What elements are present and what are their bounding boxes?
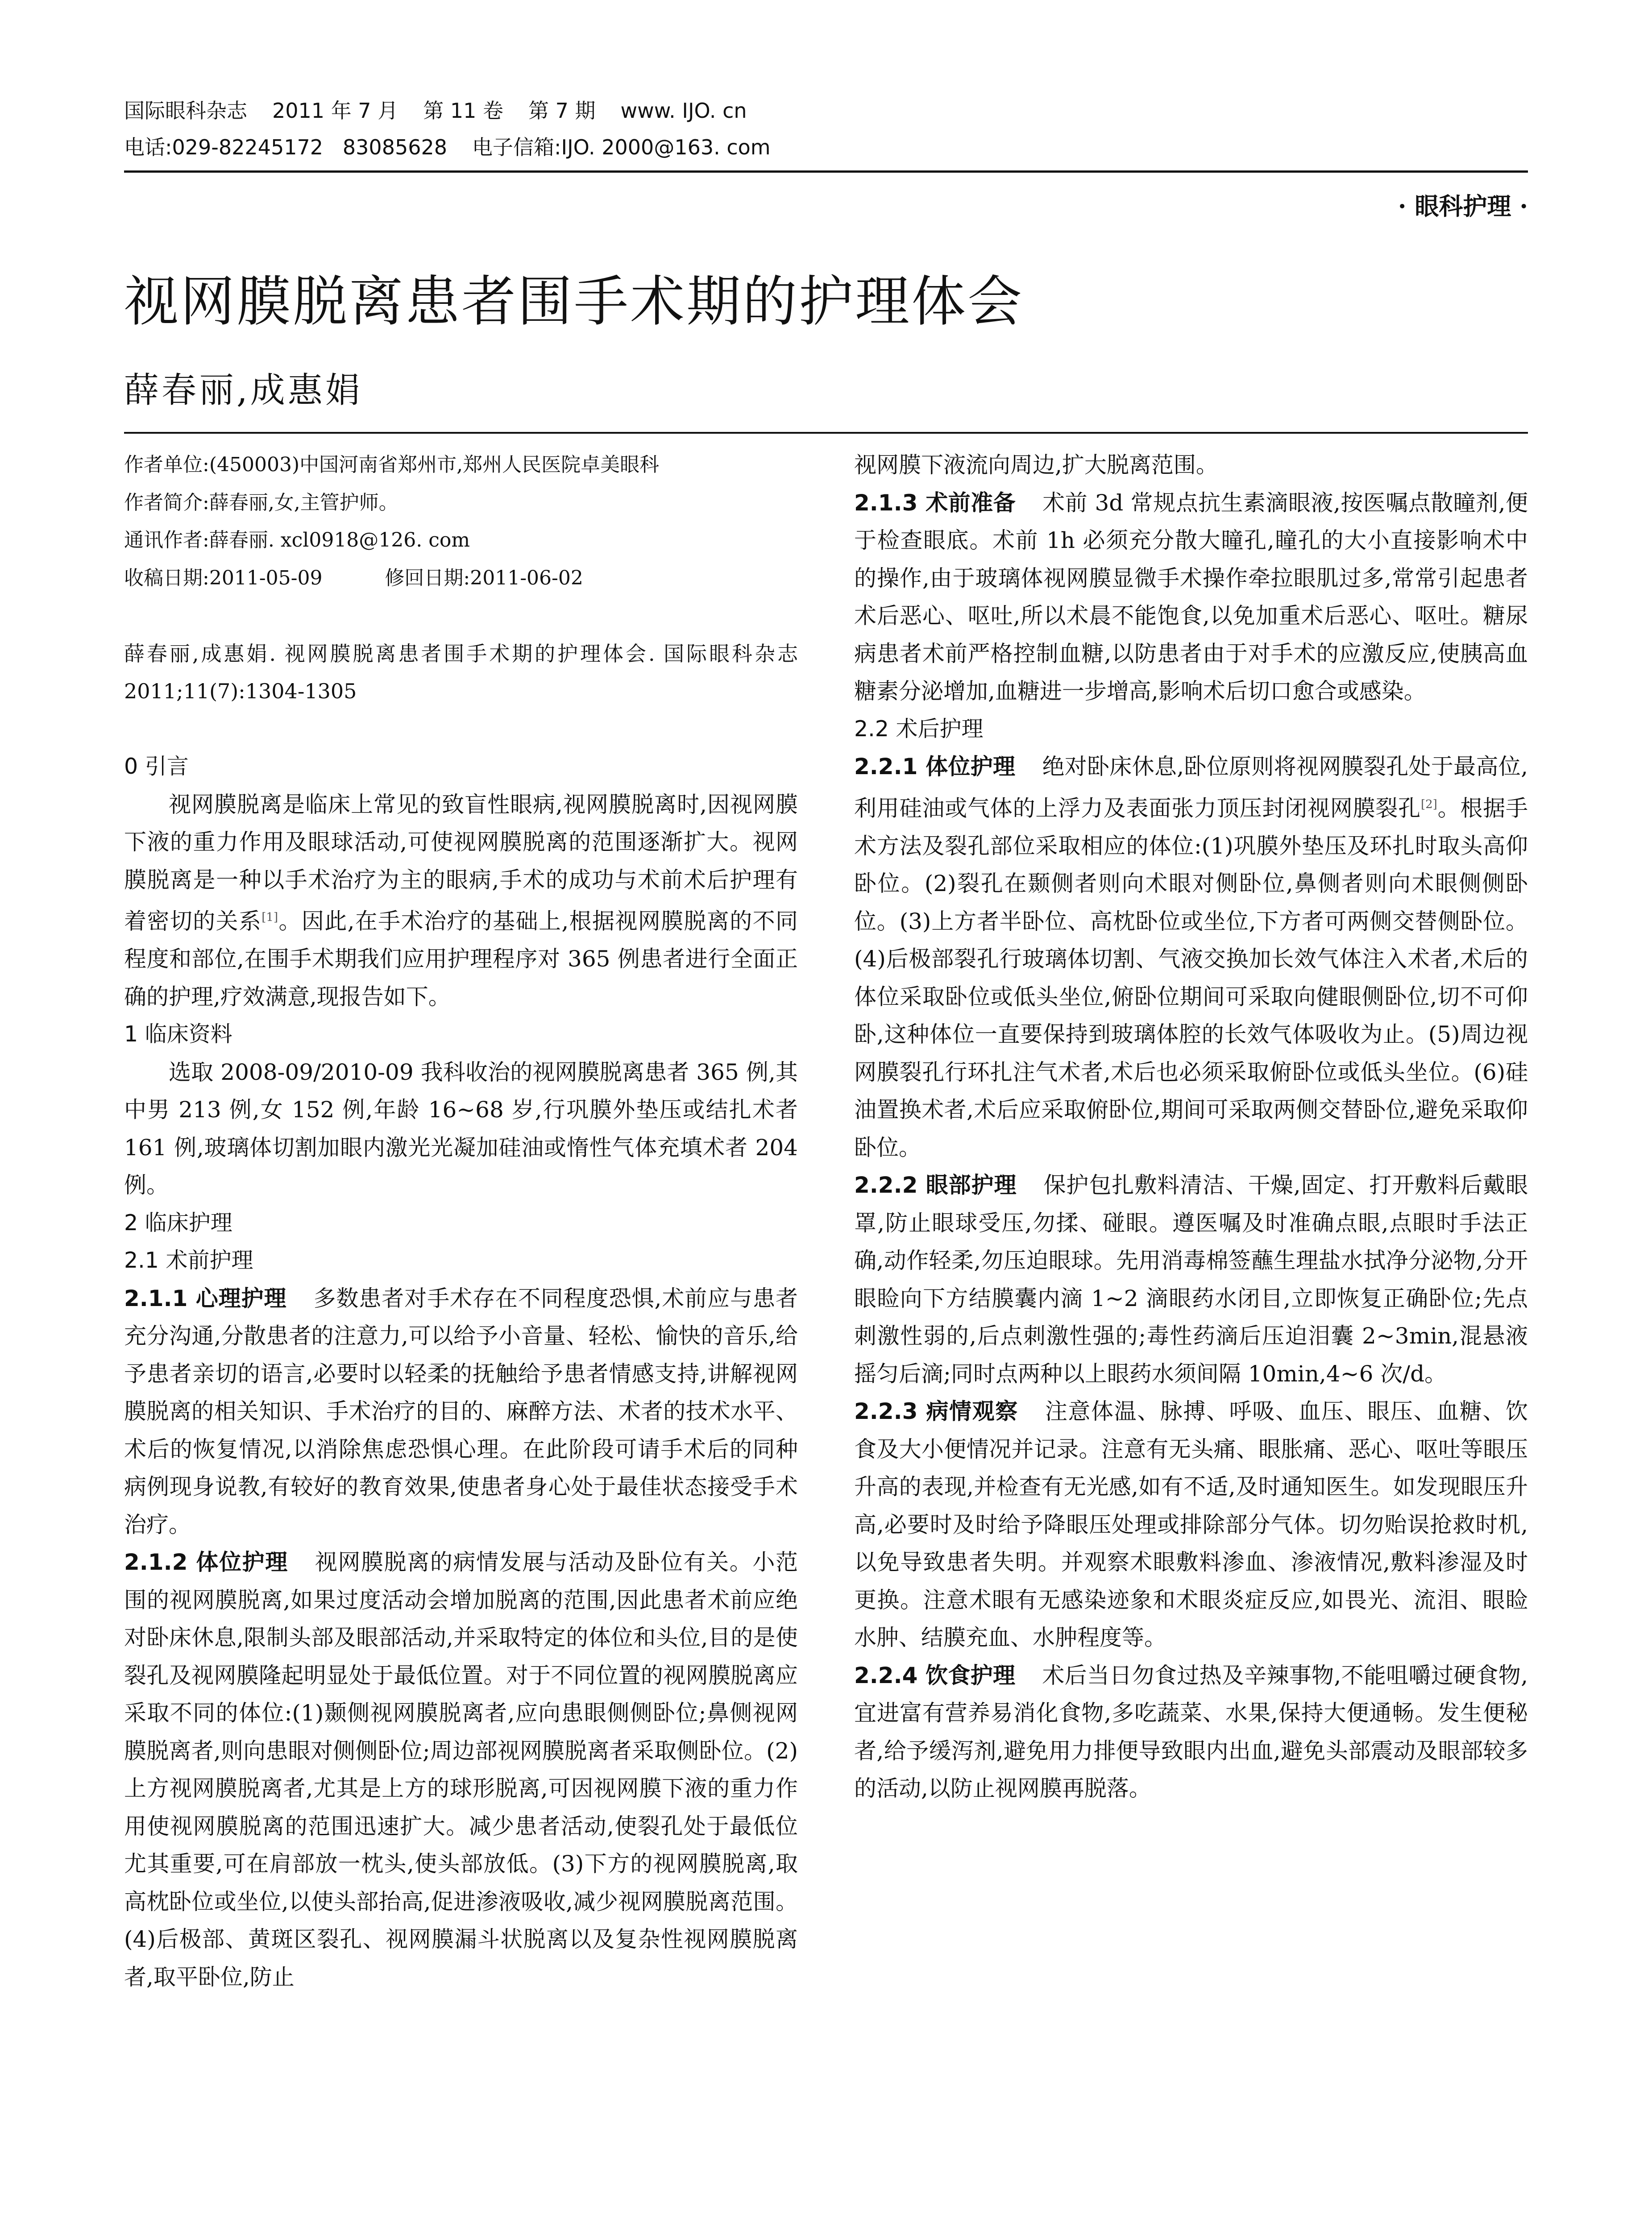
title-rule	[124, 432, 1528, 434]
left-column	[124, 446, 798, 1996]
text-2-1-3: 术前 3d 常规点抗生素滴眼液,按医嘱点散瞳剂,便于检查眼底。术前 1h 必须充分散大瞳孔,瞳孔的大小直接影响术中的操作,由于玻璃体视网膜显微手术操作牵拉眼肌过多,常常引起患者术后恶心、呕吐,所以术晨不能饱食,以免加重术后恶心、呕吐。糖尿病患者术前严格控制血糖,以防患者由于对手术的应激反应,使胰高血糖素分泌增加,血糖进一步增高,影响术后切口愈合或感染。	[854, 489, 1528, 704]
correspondence: 通讯作者:薛春丽. xcl0918@126. com	[124, 529, 470, 552]
header-rule	[124, 170, 1528, 173]
paragraph-2-2-4	[854, 1657, 1528, 1808]
subheading-2-2-3: 2.2.3 病情观察	[854, 1398, 1018, 1425]
subheading-2-1-1: 2.1.1 心理护理	[124, 1285, 287, 1311]
paragraph-2-1-3	[854, 484, 1528, 710]
subheading-2-1-2: 2.1.2 体位护理	[124, 1549, 288, 1576]
paragraph-2-2-1	[854, 748, 1528, 1166]
text-2-2-1-cont: 。根据手术方法及裂孔部位采取相应的体位:(1)巩膜外垫压及环扎时取头高仰卧位。(2)裂孔在颞侧者则向术眼对侧卧位,鼻侧者则向术眼侧侧卧位。(3)上方者半卧位、高枕卧位或坐位,下方者可两侧交替侧卧位。(4)后极部裂孔行玻璃体切割、气液交换加长效气体注入术者,术后的体位采取卧位或低头坐位,俯卧位期间可采取向健眼侧卧位,切不可仰卧,这种体位一直要保持到玻璃体腔的长效气体吸收为止。(5)周边视网膜裂孔行环扎注气术者,术后也必须采取俯卧位或低头坐位。(6)硅油置换术者,术后应采取俯卧位,期间可采取两侧交替卧位,避免采取仰卧位。	[854, 795, 1528, 1161]
dates-line	[124, 560, 798, 597]
subheading-2-2-2: 2.2.2 眼部护理	[854, 1172, 1017, 1198]
journal-name: 国际眼科杂志	[124, 99, 247, 123]
paragraph-2-2-3	[854, 1393, 1528, 1657]
subheading-2-1-3: 2.1.3 术前准备	[854, 489, 1016, 516]
section-heading-2-2: 2.2 术后护理	[854, 716, 984, 742]
spacer	[124, 710, 798, 748]
section-heading-1: 1 临床资料	[124, 1021, 232, 1047]
section-heading-2-1: 2.1 术前护理	[124, 1248, 253, 1273]
section-tag: · 眼科护理 ·	[1398, 192, 1528, 220]
article-title: 视网膜脱离患者围手术期的护理体会	[124, 270, 1024, 333]
citation: 薛春丽,成惠娟. 视网膜脱离患者围手术期的护理体会. 国际眼科杂志 2011;11(7):1304-1305	[124, 641, 798, 703]
article-authors: 薛春丽,成惠娟	[124, 370, 363, 411]
section-heading-2: 2 临床护理	[124, 1210, 232, 1236]
paragraph-2-1-1	[124, 1280, 798, 1544]
journal-email: 电子信箱:IJO. 2000@163. com	[472, 135, 771, 159]
subheading-2-2-4: 2.2.4 饮食护理	[854, 1662, 1016, 1688]
intro-paragraph	[124, 786, 798, 1016]
continued-text: 视网膜下液流向周边,扩大脱离范围。	[854, 452, 1218, 478]
issue-date: 2011 年 7 月	[272, 99, 398, 123]
text-2-2-1: 绝对卧床休息,卧位原则将视网膜裂孔处于最高位,利用硅油或气体的上浮力及表面张力顶压封闭视网膜裂孔	[854, 754, 1528, 821]
paragraph-2-1-2	[124, 1543, 798, 1996]
paragraph-2-2-2	[854, 1166, 1528, 1393]
reference-1: [1]	[261, 911, 278, 924]
revised-date: 修回日期:2011-06-02	[385, 566, 583, 589]
journal-header-line-2	[124, 134, 796, 161]
journal-phone: 电话:029-82245172 83085628	[124, 135, 448, 159]
author-bio: 作者简介:薛春丽,女,主管护师。	[124, 491, 398, 514]
text-2-1-2: 视网膜脱离的病情发展与活动及卧位有关。小范围的视网膜脱离,如果过度活动会增加脱离的范围,因此患者术前应绝对卧床休息,限制头部及眼部活动,并采取特定的体位和头位,目的是使裂孔及视网膜隆起明显处于最低位置。对于不同位置的视网膜脱离应采取不同的体位:(1)颞侧视网膜脱离者,应向患眼侧侧卧位;鼻侧视网膜脱离者,则向患眼对侧侧卧位;周边部视网膜脱离者采取侧卧位。(2)上方视网膜脱离者,尤其是上方的球形脱离,可因视网膜下液的重力作用使视网膜脱离的范围迅速扩大。减少患者活动,使裂孔处于最低位尤其重要,可在肩部放一枕头,使头部放低。(3)下方的视网膜脱离,取高枕卧位或坐位,以使头部抬高,促进渗液吸收,减少视网膜脱离范围。(4)后极部、黄斑区裂孔、视网膜漏斗状脱离以及复杂性视网膜脱离者,取平卧位,防止	[124, 1549, 798, 1990]
volume: 第 11 卷	[423, 99, 503, 123]
text-2-2-3: 注意体温、脉搏、呼吸、血压、眼压、血糖、饮食及大小便情况并记录。注意有无头痛、眼胀痛、恶心、呕吐等眼压升高的表现,并检查有无光感,如有不适,及时通知医生。如发现眼压升高,必要时及时给予降眼压处理或排除部分气体。切勿贻误抢救时机,以免导致患者失明。并观察术眼敷料渗血、渗液情况,敷料渗湿及时更换。注意术眼有无感染迹象和术眼炎症反应,如畏光、流泪、眼睑水肿、结膜充血、水肿程度等。	[854, 1398, 1528, 1651]
text-2-1-1: 多数患者对手术存在不同程度恐惧,术前应与患者充分沟通,分散患者的注意力,可以给予小音量、轻松、愉快的音乐,给予患者亲切的语言,必要时以轻柔的抚触给予患者情感支持,讲解视网膜脱离的相关知识、手术治疗的目的、麻醉方法、术者的技术水平、术后的恢复情况,以消除焦虑恐惧心理。在此阶段可请手术后的同种病例现身说教,有较好的教育效果,使患者身心处于最佳状态接受手术治疗。	[124, 1285, 798, 1538]
journal-header-line-1	[124, 97, 772, 124]
journal-website: www. IJO. cn	[620, 99, 747, 123]
intro-text-end: 。因此,在手术治疗的基础上,根据视网膜脱离的不同程度和部位,在围手术期我们应用护理程序对 365 例患者进行全面正确的护理,疗效满意,现报告如下。	[124, 908, 798, 1010]
author-affiliation: 作者单位:(450003)中国河南省郑州市,郑州人民医院卓美眼科	[124, 453, 660, 476]
intro-text: 视网膜脱离是临床上常见的致盲性眼病,视网膜脱离时,因视网膜下液的重力作用及眼球活动,可使视网膜脱离的范围逐渐扩大。视网膜脱离是一种以手术治疗为主的眼病,手术的成功与术前术后护理有着密切的关系	[124, 791, 798, 934]
section-heading-0: 0 引言	[124, 754, 189, 779]
clinical-data-paragraph: 选取 2008-09/2010-09 我科收治的视网膜脱离患者 365 例,其中男 213 例,女 152 例,年龄 16~68 岁,行巩膜外垫压或结扎术者 161 例,玻璃体切割加眼内激光光凝加硅油或惰性气体充填术者 204 例。	[124, 1059, 798, 1198]
text-2-2-4: 术后当日勿食过热及辛辣事物,不能咀嚼过硬食物,宜进富有营养易消化食物,多吃蔬菜、水果,保持大便通畅。发生便秘者,给予缓泻剂,避免用力排便导致眼内出血,避免头部震动及眼部较多的活动,以防止视网膜再脱落。	[854, 1662, 1528, 1802]
subheading-2-2-1: 2.2.1 体位护理	[854, 754, 1016, 780]
text-2-2-2: 保护包扎敷料清洁、干燥,固定、打开敷料后戴眼罩,防止眼球受压,勿揉、碰眼。遵医嘱及时准确点眼,点眼时手法正确,动作轻柔,勿压迫眼球。先用消毒棉签蘸生理盐水拭净分泌物,分开眼睑向下方结膜囊内滴 1~2 滴眼药水闭目,立即恢复正确卧位;先点刺激性弱的,后点刺激性强的;毒性药滴后压迫泪囊 2~3min,混悬液摇匀后滴;同时点两种以上眼药水须间隔 10min,4~6 次/d。	[854, 1172, 1528, 1387]
right-column	[854, 446, 1528, 1808]
received-date: 收稿日期:2011-05-09	[124, 566, 323, 589]
reference-2: [2]	[1420, 797, 1437, 811]
issue-number: 第 7 期	[528, 99, 596, 123]
spacer	[124, 597, 798, 635]
